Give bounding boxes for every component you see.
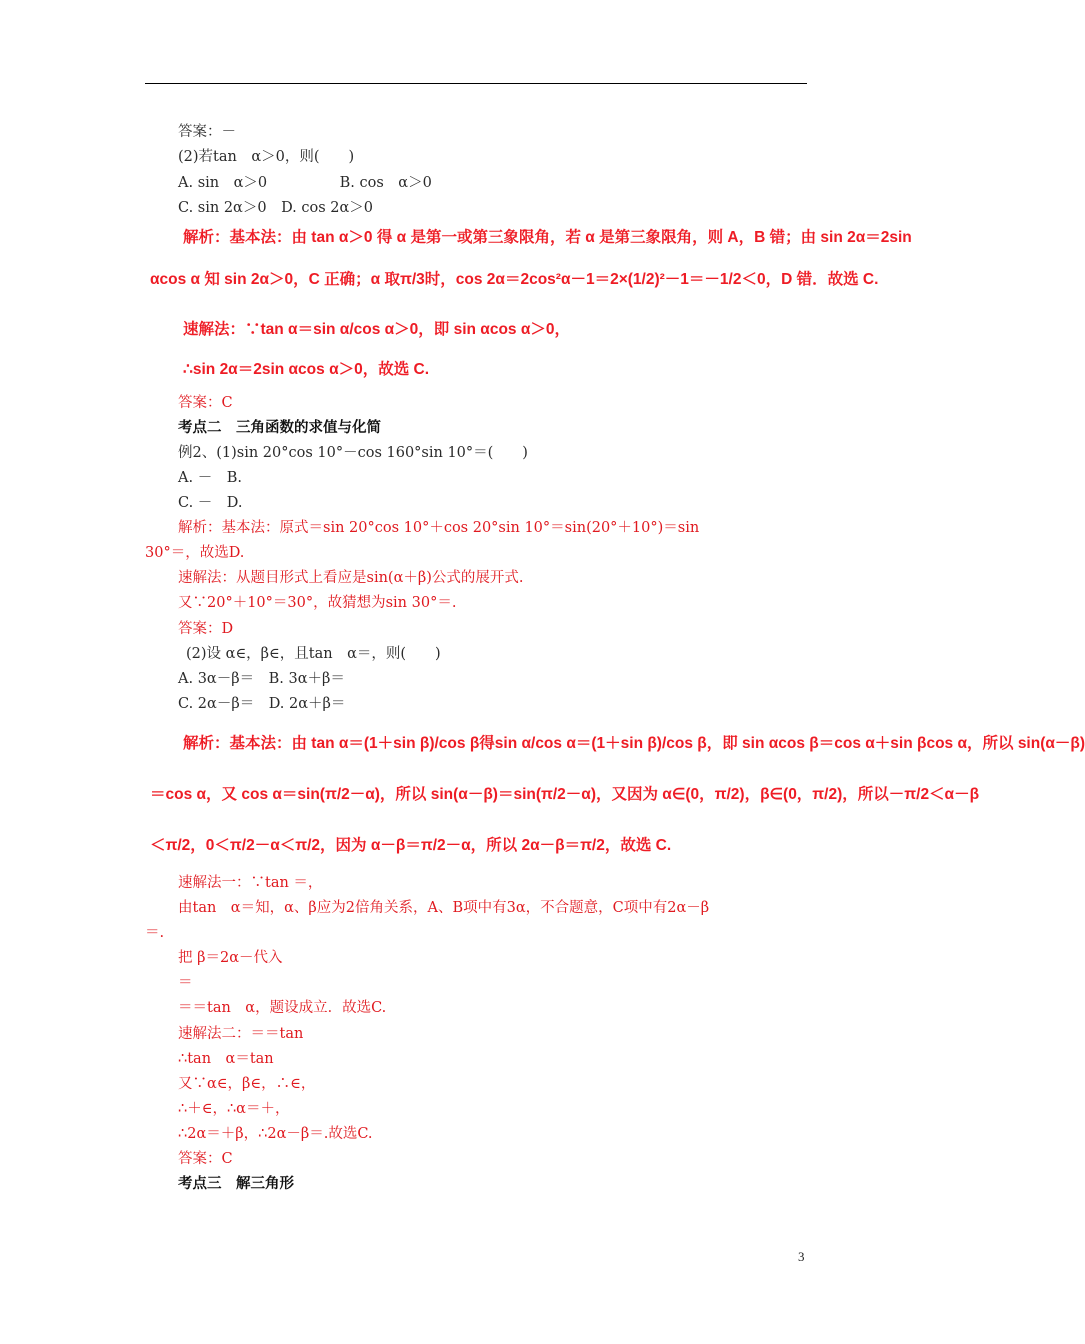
answer-line: 答案：C — [178, 1151, 233, 1167]
question-line: (2)设 α∈，β∈，且tan α＝，则( ) — [186, 646, 441, 662]
option-line: C. 2α－β＝ D. 2α＋β＝ — [178, 696, 346, 712]
answer-line: 答案：－ — [178, 124, 236, 140]
section-heading: 考点三 解三角形 — [178, 1176, 294, 1192]
solution-line: 30°＝，故选D. — [145, 545, 245, 561]
section-heading: 考点二 三角函数的求值与化简 — [178, 420, 381, 436]
question-line: (2)若tan α＞0，则( ) — [178, 149, 355, 165]
header-rule — [145, 83, 807, 84]
quick-solution-line: ＝. — [145, 925, 165, 941]
solution-line: 解析：基本法：原式＝sin 20°cos 10°＋cos 20°sin 10°＝sin(20°＋10°)＝sin — [178, 520, 700, 536]
solution-line: ＝cos α，又 cos α＝sin(π/2－α)，所以 sin(α－β)＝sin(π/2－α)，又因为 α∈(0，π/2)，β∈(0，π/2)，所以－π/2＜α－β — [150, 786, 980, 803]
quick-solution-line: ∴tan α＝tan — [178, 1051, 274, 1067]
quick-solution-line: ＝＝tan α，题设成立．故选C. — [178, 1000, 387, 1016]
page-number: 3 — [798, 1249, 805, 1264]
quick-solution-line: ＝ — [178, 975, 193, 991]
quick-solution-line: 又∵α∈，β∈，∴∈， — [178, 1076, 316, 1092]
quick-solution-line: ∴sin 2α＝2sin αcos α＞0，故选 C. — [183, 361, 430, 378]
solution-line: 解析：基本法：由 tan α＞0 得 α 是第一或第三象限角，若 α 是第三象限角，则 A，B 错；由 sin 2α＝2sin — [183, 229, 912, 246]
quick-solution-line: 速解法一：∵tan ＝， — [178, 875, 323, 891]
quick-solution-line: 由tan α＝知，α、β应为2倍角关系，A、B项中有3α，不合题意，C项中有2α－β — [178, 900, 710, 916]
answer-line: 答案：C — [178, 395, 233, 411]
option-line: A. 3α－β＝ B. 3α＋β＝ — [178, 671, 345, 687]
quick-solution-line: 又∵20°＋10°＝30°，故猜想为sin 30°＝. — [178, 595, 457, 611]
quick-solution-line: ∴＋∈，∴α＝＋， — [178, 1101, 290, 1117]
solution-line: ＜π/2，0＜π/2－α＜π/2，因为 α－β＝π/2－α，所以 2α－β＝π/2，故选 C. — [150, 837, 672, 854]
solution-line: 解析：基本法：由 tan α＝(1＋sin β)/cos β得sin α/cos α＝(1＋sin β)/cos β，即 sin αcos β＝cos α＋sin βcos α，所以 sin(α－β) — [183, 735, 1085, 752]
solution-line: αcos α 知 sin 2α＞0，C 正确；α 取π/3时，cos 2α＝2cos²α－1＝2×(1/2)²－1＝－1/2＜0，D 错．故选 C. — [150, 271, 879, 288]
quick-solution-line: 速解法：从题目形式上看应是sin(α＋β)公式的展开式. — [178, 570, 524, 586]
quick-solution-line: 速解法二：＝＝tan — [178, 1026, 304, 1042]
quick-solution-line: 速解法：∵tan α＝sin α/cos α＞0，即 sin αcos α＞0， — [183, 321, 570, 338]
option-line: C. sin 2α＞0 D. cos 2α＞0 — [178, 200, 374, 216]
quick-solution-line: ∴2α＝＋β，∴2α－β＝.故选C. — [178, 1126, 373, 1142]
answer-line: 答案：D — [178, 621, 234, 637]
option-line: C. － D. — [178, 495, 243, 511]
option-line: A. － B. — [178, 470, 242, 486]
question-line: 例2、(1)sin 20°cos 10°－cos 160°sin 10°＝( ) — [178, 445, 528, 461]
quick-solution-line: 把 β＝2α－代入 — [178, 950, 283, 966]
option-line: A. sin α＞0 B. cos α＞0 — [178, 175, 432, 191]
